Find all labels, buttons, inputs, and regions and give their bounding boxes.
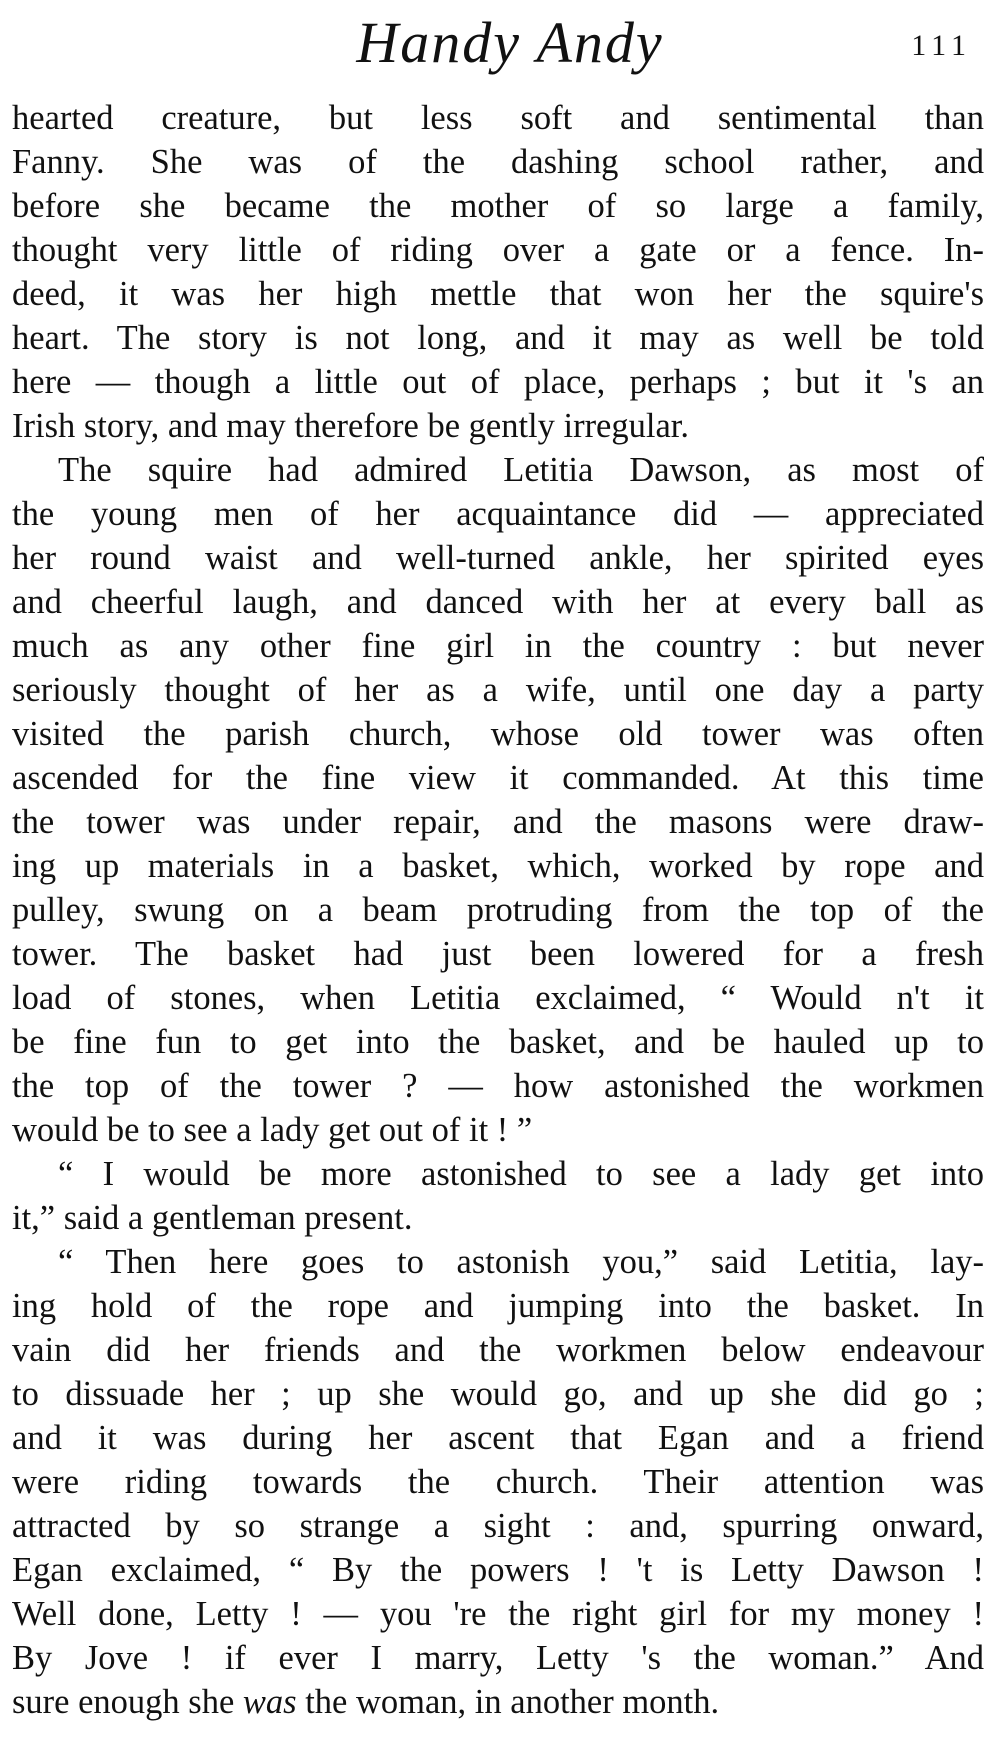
text-line: to dissuade her ; up she would go, and up she did go ; <box>12 1375 984 1413</box>
text-line: the young men of her acquaintance did — appreciated <box>12 495 984 533</box>
text-line: tower. The basket had just been lowered for a fresh <box>12 935 984 973</box>
running-head <box>0 0 1000 100</box>
text-line: Fanny. She was of the dashing school rather, and <box>12 143 984 181</box>
text-line: would be to see a lady get out of it ! ” <box>12 1111 533 1149</box>
text-line: thought very little of riding over a gate or a fence. In- <box>12 231 984 269</box>
final-line-after: the woman, in another month. <box>296 1683 720 1721</box>
final-line-before: sure enough she <box>12 1683 243 1721</box>
text-line: pulley, swung on a beam protruding from the top of the <box>12 891 984 929</box>
final-line-italic-word: was <box>242 1683 297 1721</box>
text-line: be fine fun to get into the basket, and be hauled up to <box>12 1023 984 1061</box>
text-line: “ Then here goes to astonish you,” said Letitia, lay- <box>58 1243 984 1281</box>
text-line: before she became the mother of so large a family, <box>12 187 984 225</box>
text-line: visited the parish church, whose old tower was often <box>12 715 984 753</box>
text-line: Egan exclaimed, “ By the powers ! 't is Letty Dawson ! <box>12 1551 984 1589</box>
text-line: and it was during her ascent that Egan and a friend <box>12 1419 984 1457</box>
text-line: the tower was under repair, and the masons were draw- <box>12 803 984 841</box>
text-line: Well done, Letty ! — you 're the right girl for my money ! <box>12 1595 984 1633</box>
running-head-title: Handy Andy <box>356 10 664 75</box>
text-line: ing up materials in a basket, which, worked by rope and <box>12 847 984 885</box>
text-line: ascended for the fine view it commanded. At this time <box>12 759 984 797</box>
text-line-final <box>12 1680 984 1724</box>
text-line: it,” said a gentleman present. <box>12 1199 413 1237</box>
text-line: the top of the tower ? — how astonished the workmen <box>12 1067 984 1105</box>
text-line: The squire had admired Letitia Dawson, as most of <box>58 451 984 489</box>
text-line: Irish story, and may therefore be gently irregular. <box>12 407 689 445</box>
text-line: “ I would be more astonished to see a lady get into <box>58 1155 984 1193</box>
text-line: ing hold of the rope and jumping into the basket. In <box>12 1287 984 1325</box>
text-line: vain did her friends and the workmen below endeavour <box>12 1331 984 1369</box>
text-line: heart. The story is not long, and it may as well be told <box>12 319 984 357</box>
text-line: much as any other fine girl in the country : but never <box>12 627 984 665</box>
body-text <box>12 96 984 1724</box>
page-number: 111 <box>911 29 972 62</box>
text-line: were riding towards the church. Their attention was <box>12 1463 984 1501</box>
text-line: By Jove ! if ever I marry, Letty 's the woman.” And <box>12 1639 984 1677</box>
text-line: load of stones, when Letitia exclaimed, “ Would n't it <box>12 979 984 1017</box>
text-line: deed, it was her high mettle that won her the squire's <box>12 275 984 313</box>
text-line: her round waist and well-turned ankle, her spirited eyes <box>12 539 984 577</box>
text-line: hearted creature, but less soft and sentimental than <box>12 99 984 137</box>
text-line: seriously thought of her as a wife, until one day a party <box>12 671 984 709</box>
text-line: and cheerful laugh, and danced with her at every ball as <box>12 583 984 621</box>
text-line: here — though a little out of place, perhaps ; but it 's an <box>12 363 984 401</box>
text-line: attracted by so strange a sight : and, spurring onward, <box>12 1507 984 1545</box>
